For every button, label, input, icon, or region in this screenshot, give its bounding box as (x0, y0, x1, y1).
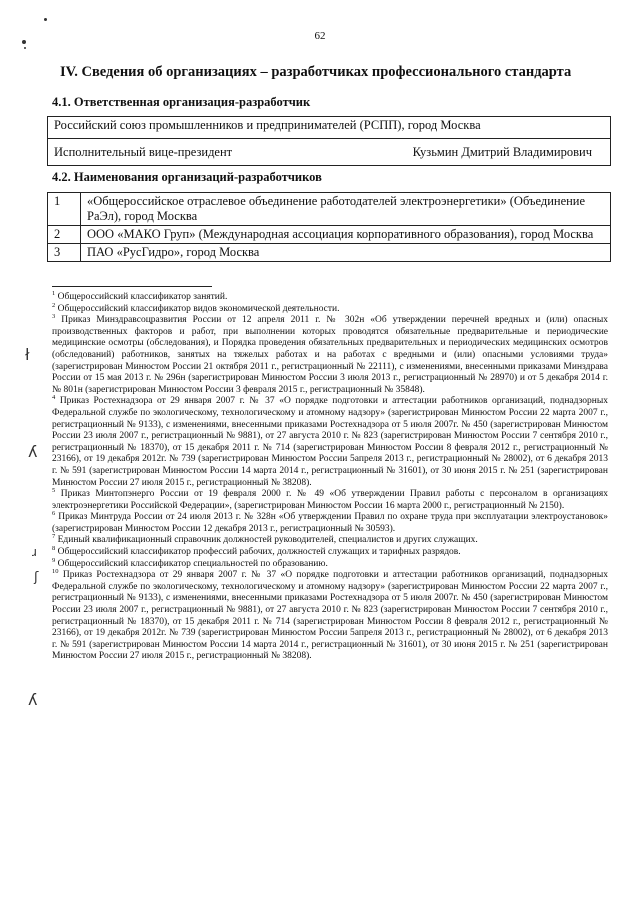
scan-speck (24, 47, 26, 49)
pen-mark: ɹ (32, 545, 37, 559)
responsible-org-table (47, 116, 611, 166)
row-number: 1 (48, 193, 81, 226)
table-row (48, 244, 611, 262)
signer-cell (48, 139, 611, 166)
organization-cell: Российский союз промышленников и предпринимателей (РСПП), город Москва (48, 117, 611, 139)
table-row (48, 193, 611, 226)
footnote: $^3$ Приказ Минздравсоцразвития России от 12 апреля 2011 г. № 302н «Об утверждении перечней вредных и (или) опасных производственных факторов и работ, при выполнении которых проводятся обязательные предварительные и периодические медицинские осмотры (обследования), и Порядка проведения обязательных предварительных и периодических медицинских осмотров (обследований) работников, занятых на тяжелых работах и на работах с вредными и (или) опасными условиями труда» (зарегистрирован Минюстом России 21 октября 2011 г., регистрационный № 22111), с изменениями, внесенными приказами Минздрава России от 15 мая 2013 г. № 296н (зарегистрирован Минюстом России 3 июля 2013 г., регистрационный № 28970) и от 5 декабря 2014 г. № 801н (зарегистрирован Минюстом России 3 февраля 2015 г., регистрационный № 35848). (52, 313, 609, 395)
footnote: $^5$ Приказ Минтопэнерго России от 19 февраля 2000 г. № 49 «Об утверждении Правил работы с персоналом в организациях электроэнергетики Российской Федерации», (зарегистрирован Минюстом России 16 марта 2000 г., регистрационный № 2150). (52, 486, 608, 511)
developer-orgs-table (47, 192, 611, 262)
footnote: $^9$ Общероссийский классификатор специальностей по образованию. (52, 556, 328, 569)
responsible-org-heading: 4.1. Ответственная организация-разработчик (52, 95, 311, 109)
footnote: $^6$ Приказ Минтруда России от 24 июля 2013 г. № 328н «Об утверждении Правил по охране труда при эксплуатации электроустановок» (зарегистрирован Минюстом России 12 декабря 2013 г., регистрационный № 30593). (52, 510, 608, 534)
signer-name: Кузьмин Дмитрий Владимирович (412, 144, 592, 159)
signer-position: Исполнительный вице-президент (54, 144, 233, 159)
pen-mark: ʃ (34, 570, 39, 585)
scan-speck (44, 18, 47, 21)
org-name: ПАО «РусГидро», город Москва (81, 244, 611, 262)
scan-speck (22, 40, 26, 44)
pen-mark: ʎ (28, 442, 38, 461)
footnote: $^8$ Общероссийский классификатор профессий рабочих, должностей служащих и тарифных разрядов. (52, 544, 461, 558)
pen-mark: ʎ (28, 690, 38, 709)
footnotes (52, 289, 609, 663)
footnote: $^1$ Общероссийский классификатор занятий. (52, 289, 228, 302)
footnote: $^4$ Приказ Ростехнадзора от 29 января 2007 г. № 37 «О порядке подготовки и аттестации работников организаций, поднадзорных Федеральной службе по экологическому, технологическому и атомному надзору» (зарегистрирован Минюстом России 22 марта 2007 г., регистрационный № 9133), с изменениями, внесенными приказами Ростехнадзора от 5 июля 2007г. № 450 (зарегистрирован Минюстом России 23 июля 2007 г., регистрационный № 9881), от 27 августа 2010 г. № 823 (зарегистрирован Минюстом России 7 сентября 2010 г., регистрационный № 18370), от 15 декабря 2011 г. № 714 (зарегистрирован Минюстом России 8 февраля 2012 г., регистрационный № 23166), от 19 декабря 2012г. № 739 (зарегистрирован Минюстом России 5апреля 2013 г., регистрационный № 28002), от 6 декабря 2013 г. № 591 (зарегистрирован Минюстом России 14 марта 2014 г., регистрационный № 31601), от 30 июня 2015 г. № 251 (зарегистрирован Минюстом России 27 июля 2015 г., регистрационный № 38208). (52, 394, 608, 488)
section-title: IV. Сведения об организациях – разработчиках профессионального стандарта (60, 64, 572, 80)
org-name: «Общероссийское отраслевое объединение работодателей электроэнергетики» (Объединение РаЭл), город Москва (81, 193, 611, 226)
table-row (48, 117, 611, 139)
footnote: $^7$ Единый квалификационный справочник должностей руководителей, специалистов и других служащих. (52, 533, 478, 546)
row-number: 3 (48, 244, 81, 262)
table-row (48, 139, 611, 166)
row-number: 2 (48, 226, 81, 244)
page-number: 62 (314, 30, 326, 42)
footnote: $^2$ Общероссийский классификатор видов экономической деятельности. (52, 301, 340, 314)
footnote-separator (52, 286, 212, 287)
table-row (48, 226, 611, 244)
pen-mark: ł (25, 345, 30, 364)
footnote: $^{10}$ Приказ Ростехнадзора от 29 января 2007 г. № 37 «О порядке подготовки и аттестации работников организаций, поднадзорных Федеральной службе по экологическому, технологическому и атомному надзору» (зарегистрирован Минюстом России 22 марта 2007 г., регистрационный № 9133), с изменениями, внесенными приказами Ростехнадзора от 5 июля 2007г. № 450 (зарегистрирован Минюстом России 23 июля 2007 г., регистрационный № 9881), от 27 августа 2010 г. № 823 (зарегистрирован Минюстом России 7 сентября 2010 г., регистрационный № 18370), от 15 декабря 2011 г. № 714 (зарегистрирован Минюстом России 8 февраля 2012 г., регистрационный № 23166), от 19 декабря 2012г. № 739 (зарегистрирован Минюстом России 5апреля 2013 г., регистрационный № 28002), от 6 декабря 2013 г. № 591 (зарегистрирован Минюстом России 14 марта 2014 г., регистрационный № 31601), от 30 июня 2015 г. № 251 (зарегистрирован Минюстом России 27 июля 2015 г., регистрационный № 38208). (52, 568, 608, 662)
org-name: ООО «МАКО Груп» (Международная ассоциация корпоративного образования), город Москва (81, 226, 611, 244)
developer-orgs-heading: 4.2. Наименования организаций-разработчиков (52, 170, 322, 184)
